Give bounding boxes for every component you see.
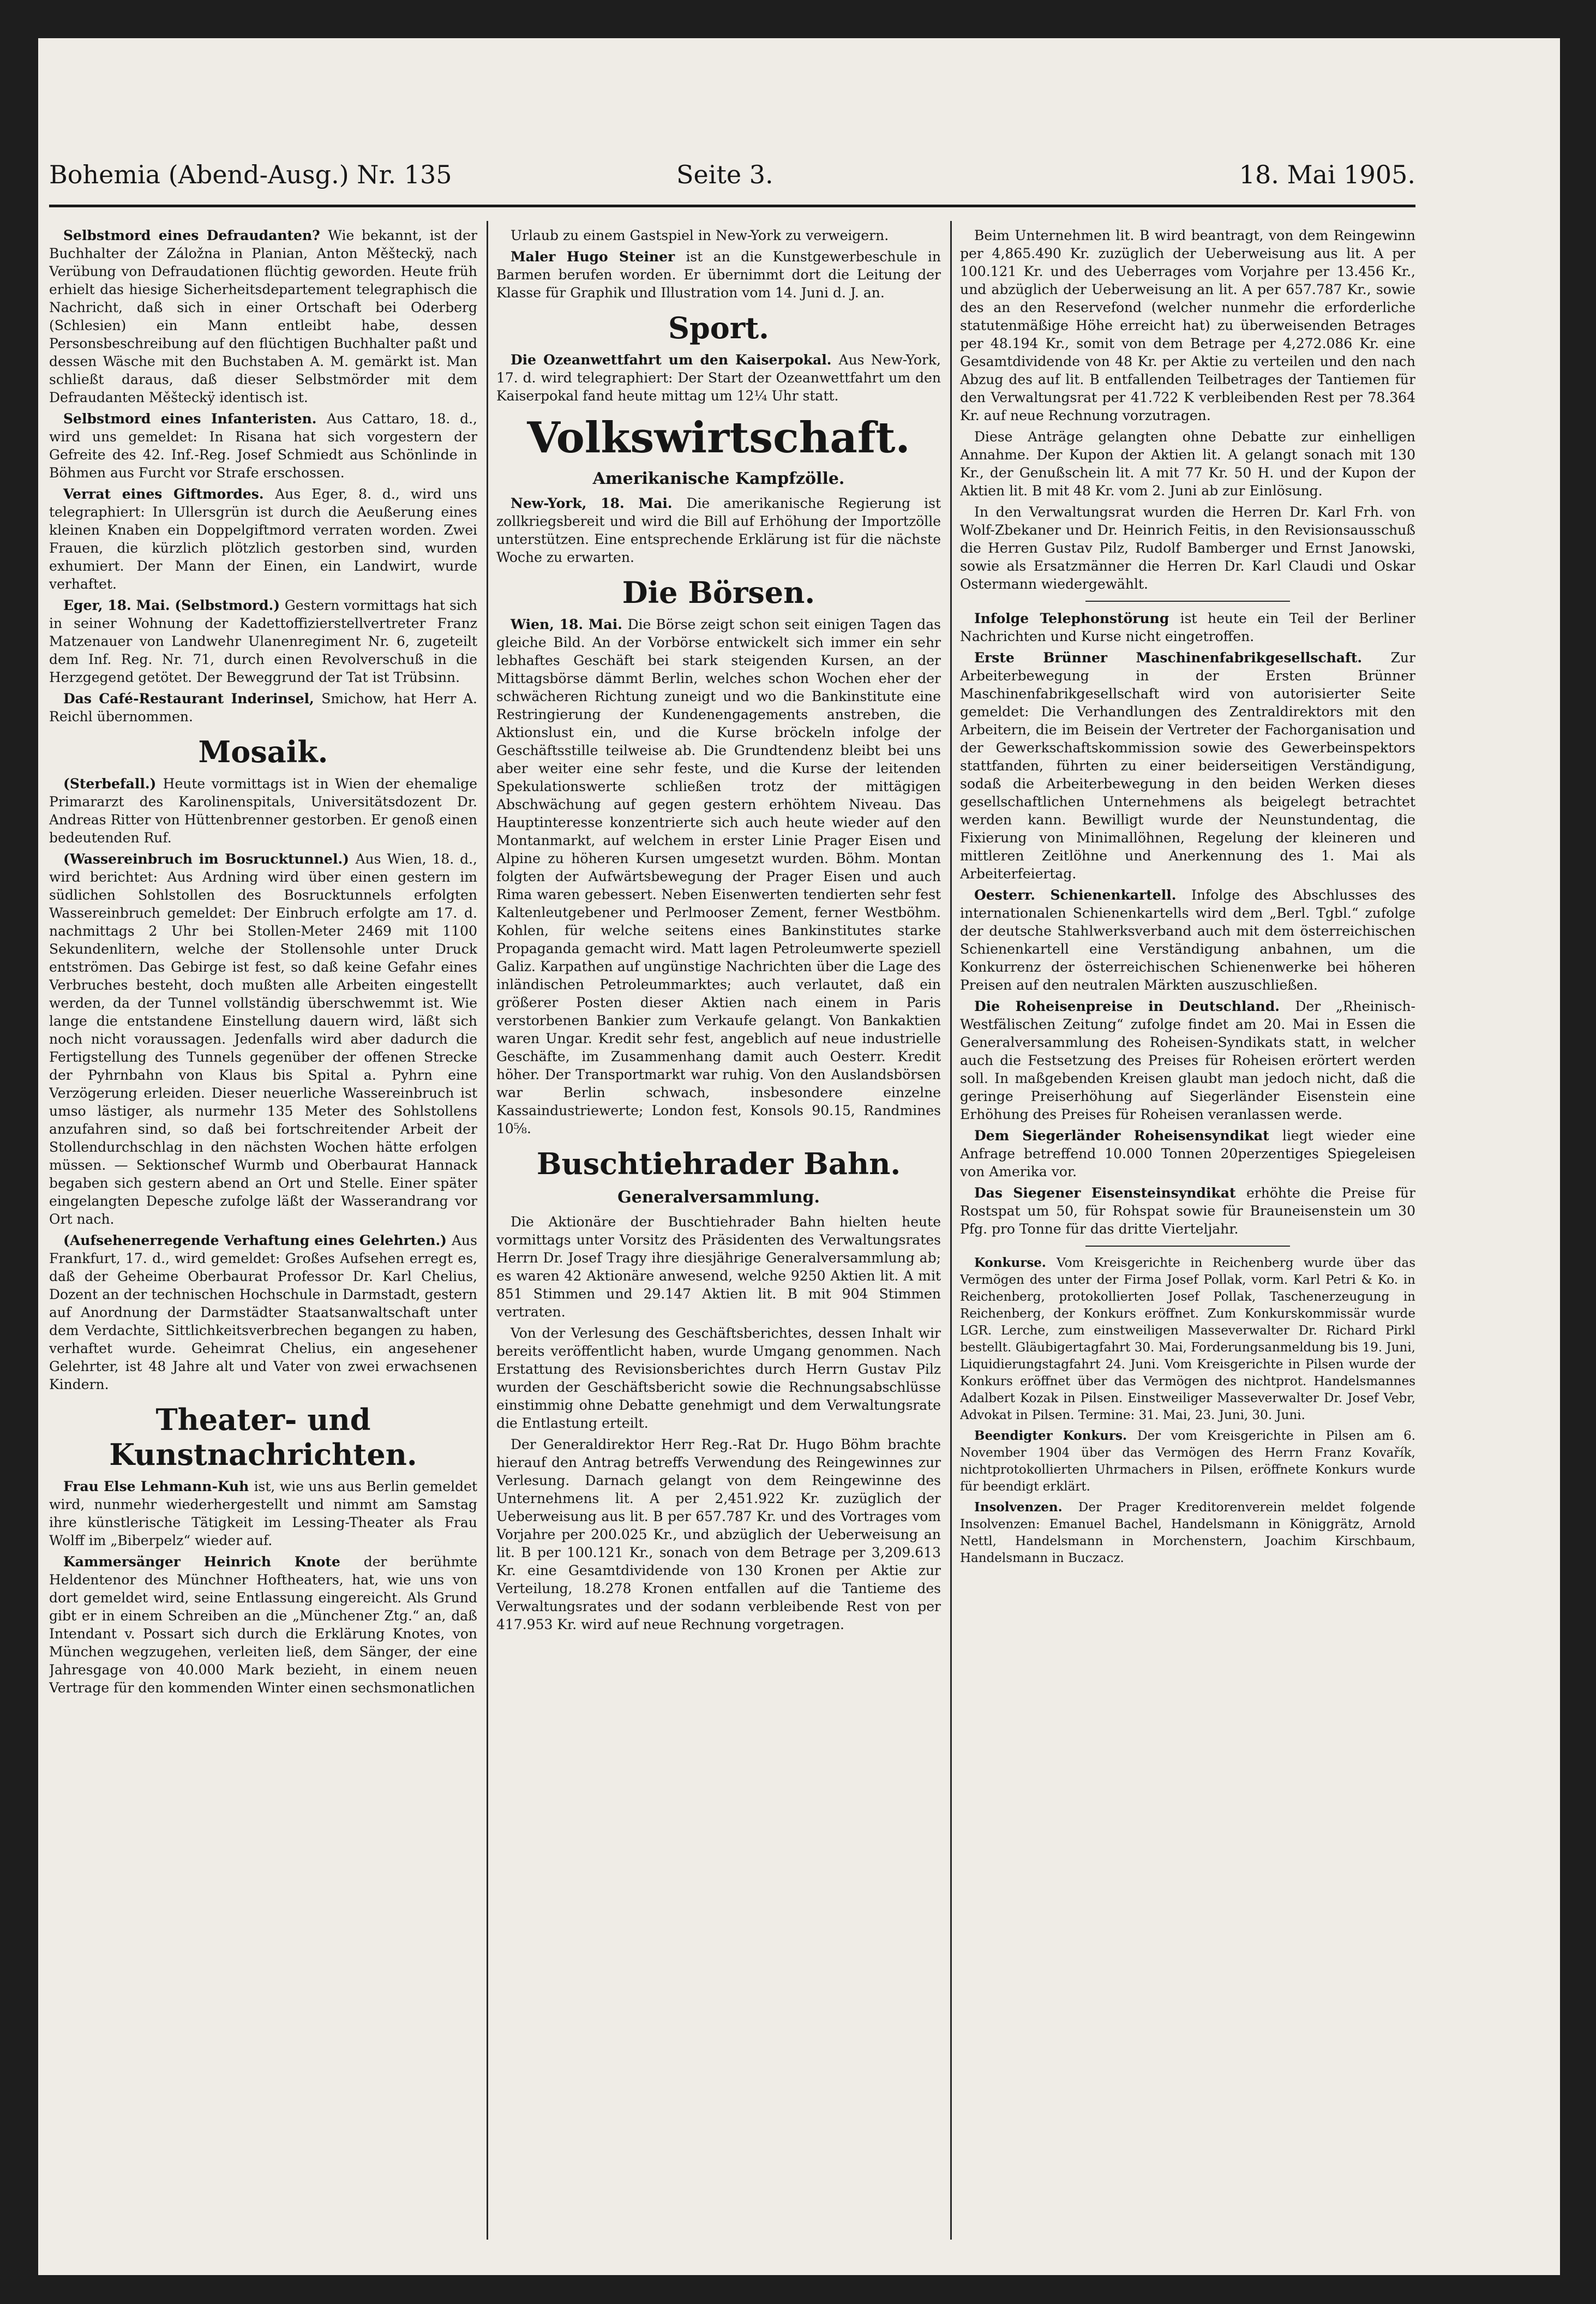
article-paragraph (960, 886, 1415, 994)
article-headline: Kammersänger Heinrich Knote (63, 1554, 364, 1570)
article-text: Aus Eger, 8. d., wird uns telegraphiert: In Ullersgrün ist durch die Aeußerung eines kleinen Knaben ein Doppelgiftmord verraten worden. Zwei Frauen, die kürzlich plötzlich gestorben sind, wurden exhumiert. Der Mann der Einen, ein Landwirt, wurde verhaftet. (49, 486, 477, 592)
article-headline: Selbstmord eines Defraudanten? (63, 228, 328, 243)
article-headline: Selbstmord eines Infanteristen. (63, 411, 327, 427)
masthead-title: Bohemia (Abend-Ausg.) Nr. 135 (49, 160, 452, 189)
article-paragraph (496, 248, 941, 302)
article-headline: Erste Brünner Maschinenfabrikgesellschaft. (974, 650, 1391, 666)
article-headline: Oesterr. Schienenkartell. (974, 887, 1191, 903)
article-headline: Dem Siegerländer Roheisensyndikat (974, 1128, 1282, 1144)
article-text: Von der Verlesung des Geschäftsberichtes, dessen Inhalt wir bereits veröffentlicht haben, wurde Umgang genommen. Nach Erstattung des Revisionsberichtes durch Herrn Gustav Pilz wurden der Geschäftsbericht sowie die Rechnungsabschlüsse einstimmig ohne Debatte genehmigt und dem Verwaltungsrate die Entlastung erteilt. (496, 1325, 941, 1431)
article-paragraph (960, 997, 1415, 1123)
article-paragraph (960, 226, 1415, 424)
section-heading: Volkswirtschaft. (527, 413, 910, 463)
article-text: Wie bekannt, ist der Buchhalter der Záložna in Planian, Anton Měšteckÿ, nach Verübung von Defraudationen flüchtig geworden. Heute früh erhielt das hiesige Sicherheitsdepartement telegraphisch die Nachricht, daß sich in einer Ortschaft bei Oderberg (Schlesien) ein Mann entleibt habe, dessen Personsbeschreibung auf den flüchtigen Buchhalter paßt und dessen Wäsche mit den Buchstaben A. M. gemärkt ist. Man schließt daraus, daß dieser Selbstmörder mit dem Defraudanten Měšteckÿ identisch ist. (49, 228, 477, 405)
article-headline: Beendigter Konkurs. (974, 1428, 1138, 1443)
column-3 (960, 226, 1415, 2234)
article-text: In den Verwaltungsrat wurden die Herren Dr. Karl Frh. von Wolf-Zbekaner und Dr. Heinrich Feitis, in den Revisionsausschuß die Herren Gustav Pilz, Rudolf Bamberger und Ernst Janowski, sowie als Ersatzmänner die Herren Dr. Karl Claudi und Oskar Ostermann wiedergewählt. (960, 504, 1415, 592)
article-paragraph (49, 226, 477, 406)
column-2 (496, 226, 941, 2234)
article-text: Aus New-York, 17. d. wird telegraphiert: Der Start der Ozeanwettfahrt um den Kaiserpokal fand heute mittag um 12¼ Uhr statt. (496, 352, 941, 404)
article-text: Gestern vormittags hat sich in seiner Wohnung der Kadettoffizierstellvertreter Franz Matzenauer von Landwehr Ulanenregiment Nr. 6, zugeteilt dem Inf. Reg. Nr. 71, durch einen Revolverschuß in die Herzgegend getötet. Der Beweggrund der Tat ist Trübsinn. (49, 597, 477, 685)
article-text: Der vom Kreisgerichte in Pilsen am 6. November 1904 über das Vermögen des Herrn Franz Kovařík, nichtprotokollierten Uhrmachers in Pilsen, eröffnete Konkurs wurde für beendigt erklärt. (960, 1429, 1415, 1494)
article-headline: Wien, 18. Mai. (511, 617, 628, 632)
article-text: ist an die Kunstgewerbeschule in Barmen berufen worden. Er übernimmt dort die Leitung der Klasse für Graphik und Illustration vom 14. Juni d. J. an. (496, 249, 941, 301)
article-text: Der Generaldirektor Herr Reg.-Rat Dr. Hugo Böhm brachte hierauf den Antrag betreffs Verwendung des Reingewinnes zur Verlesung. Darnach gelangt von dem Reingewinne des Unternehmens lit. A per 2,451.922 Kr. zuzüglich der Ueberweisung aus lit. B per 657.787 Kr. und des Vortrages vom Vorjahre per 200.025 Kr., und abzüglich der Ueberweisung an lit. B per 100.121 Kr., sonach von dem Betrage per 3,209.613 Kr. eine Gesamtdividende von 130 Kronen per Aktie zur Verteilung, 18.278 Kronen entfallen auf die Tantieme des Verwaltungsrates und der sodann verbleibende Rest von per 417.953 Kr. wird auf neue Rechnung vorgetragen. (496, 1437, 941, 1632)
article-text: ist, wie uns aus Berlin gemeldet wird, nunmehr wiederhergestellt und nimmt am Samstag ihre künstlerische Tätigkeit im Lessing-Theater als Frau Wolff im „Biberpelz“ wieder auf. (49, 1479, 477, 1548)
article-text: Aus Wien, 18. d., wird berichtet: Aus Ardning wird über einen gestern im südlichen Sohlstollen des Bosrucktunnels erfolgten Wassereinbruch gemeldet: Der Einbruch erfolgte am 17. d. nachmittags 2 Uhr bei Stollen-Meter 2469 mit 1100 Sekundenlitern, welche der Stollensohle unter Druck entströmen. Das Gebirge ist fest, so daß keine Gefahr eines Verbruches besteht, doch mußten alle Arbeiten eingestellt werden, da der Tunnel vollständig überschwemmt ist. Wie lange die entstandene Einstellung dauern wird, läßt sich noch nicht voraussagen. Jedenfalls wird aber dadurch die Fertigstellung des Tunnels gegenüber der offenen Strecke der Pyhrnbahn von Klaus bis Spital a. Pyhrn eine Verzögerung erleiden. Dieser neuerliche Wassereinbruch ist umso lästiger, als nurmehr 135 Meter des Sohlstollens anzufahren sind, so daß bei fortschreitender Arbeit der Stollendurchschlag in den nächsten Wochen hätte erfolgen müssen. — Sektionschef Wurmb und Oberbaurat Hannack begaben sich gestern abend an Ort und Stelle. Einer später eingelangten Depesche zufolge läßt der Wasserandrang vor Ort nach. (49, 851, 477, 1227)
article-text: Der Prager Kreditorenverein meldet folgende Insolvenzen: Emanuel Bachel, Handelsmann in Königgrätz, Arnold Nettl, Handelsmann in Morchenstern, Joachim Kirschbaum, Handelsmann in Buczacz. (960, 1500, 1415, 1565)
article-subheading: Amerikanische Kampfzölle. (592, 469, 845, 488)
masthead-rule (49, 205, 1415, 207)
article-paragraph (49, 1477, 477, 1549)
article-paragraph (960, 1184, 1415, 1238)
article-text: Diese Anträge gelangten ohne Debatte zur einhelligen Annahme. Der Kupon der Aktien lit. A gelangt sonach mit 130 Kr., der Genußschein lit. A mit 77 Kr. 50 H. und der Kupon der Aktien lit. B mit 48 Kr. vom 2. Juni ab zur Einlösung. (960, 429, 1415, 499)
article-paragraph (49, 1553, 477, 1697)
article-paragraph (496, 226, 941, 244)
article-text: Urlaub zu einem Gastspiel in New-York zu verweigern. (511, 228, 889, 243)
article-headline: Konkurse. (974, 1255, 1057, 1270)
article-headline: Die Roheisenpreise in Deutschland. (974, 998, 1295, 1014)
section-heading: Die Börsen. (622, 575, 815, 610)
article-headline: Das Siegener Eisensteinsyndikat (974, 1185, 1246, 1201)
article-paragraph (49, 690, 477, 726)
article-text: der berühmte Heldentenor des Münchner Hoftheaters, hat, wie uns von dort gemeldet wird, seine Entlassung eingereicht. Als Grund gibt er in einem Schreiben an die „Münchener Ztg.“ an, daß Intendant v. Possart sich durch die Erklärung Knotes, von München wegzugehen, verleiten ließ, dem Sänger, der eine Jahresgage von 40.000 Mark bezieht, in einem neuen Vertrage für den kommenden Winter einen sechsmonatlichen (49, 1554, 477, 1696)
article-headline: Frau Else Lehmann-Kuh (63, 1479, 254, 1494)
article-text: Die Aktionäre der Buschtiehrader Bahn hielten heute vormittags unter Vorsitz des Präsidenten des Verwaltungsrates Herrn Dr. Josef Tragy ihre diesjährige Generalversammlung ab; es waren 42 Aktionäre anwesend, welche 9250 Aktien lit. A mit 851 Stimmen und 29.147 Aktien lit. B mit 904 Stimmen vertraten. (496, 1214, 941, 1320)
article-paragraph (49, 775, 477, 847)
article-text: Beim Unternehmen lit. B wird beantragt, von dem Reingewinn per 4,865.490 Kr. zuzüglich der Ueberweisung aus lit. A per 100.121 Kr. und des Ueberrages vom Vorjahre per 13.456 Kr., und abzüglich der Ueberweisung an lit. A per 657.787 Kr., sowie des an den Reservefond (welcher nunmehr die erforderliche statutenmäßige Höhe erreicht hat) zu überweisenden Betrages per 48.194 Kr., somit von dem Betrage per 4,272.086 Kr. eine Gesamtdividende von 48 Kr. per Aktie zu verteilen und den nach Abzug des auf lit. B entfallenden Teilbetrages der Tantiemen für den Verwaltungsrat per 41.722 K verbleibenden Rest per 78.364 Kr. auf neue Rechnung vorzutragen. (960, 228, 1415, 423)
article-headline: Eger, 18. Mai. (Selbstmord.) (63, 597, 285, 613)
article-paragraph (496, 615, 941, 1138)
page-number: Seite 3. (676, 160, 773, 189)
column-1 (49, 226, 477, 2234)
article-paragraph (960, 1427, 1415, 1495)
article-paragraph (960, 1254, 1415, 1424)
article-text: Der „Rheinisch-Westfälischen Zeitung“ zufolge findet am 20. Mai in Essen die Generalversammlung des Roheisen-Syndikats statt, in welcher auch die Festsetzung des Preises für Roheisen erörtert werden soll. In maßgebenden Kreisen glaubt man jedoch nicht, daß die geringe Preiserhöhung auf Siegerländer Eisenstein eine Erhöhung des Preises für Roheisen veranlassen werde. (960, 998, 1415, 1122)
article-headline: New-York, 18. Mai. (511, 495, 687, 511)
section-rule (1085, 1246, 1291, 1247)
article-text: Infolge des Abschlusses des internationalen Schienenkartells wird dem „Berl. Tgbl.“ zufolge der deutsche Stahlwerksverband auch mit dem österreichischen Schienenkartell eine Verständigung anbahnen, um die Konkurrenz der österreichischen Schienenwerke bei höheren Preisen auf den neutralen Märkten auszuschließen. (960, 887, 1415, 993)
article-paragraph (496, 1435, 941, 1633)
article-paragraph (960, 503, 1415, 593)
article-headline: Verrat eines Giftmordes. (63, 486, 275, 502)
article-subheading: Generalversammlung. (617, 1188, 820, 1207)
issue-date: 18. Mai 1905. (1239, 160, 1415, 189)
article-text: Die amerikanische Regierung ist zollkriegsbereit und wird die Bill auf Erhöhung der Importzölle unterstützen. Eine entsprechende Erklärung ist für die nächste Woche zu erwarten. (496, 495, 941, 565)
article-paragraph (960, 649, 1415, 883)
article-text: liegt wieder eine Anfrage betreffend 10.000 Tonnen 20perzentiges Spiegeleisen von Amerika vor. (960, 1128, 1415, 1180)
newspaper-page (38, 38, 1560, 2275)
article-paragraph (960, 1127, 1415, 1181)
article-paragraph (496, 1213, 941, 1321)
article-headline: (Sterbefall.) (63, 776, 163, 792)
article-paragraph (496, 1324, 941, 1432)
article-text: Heute vormittags ist in Wien der ehemalige Primararzt des Karolinenspitals, Universitätsdozent Dr. Andreas Ritter von Hüttenbrenner gestorben. Er genoß einen bedeutenden Ruf. (49, 776, 477, 846)
article-text: Die Börse zeigt schon seit einigen Tagen das gleiche Bild. An der Vorbörse entwickelt sich immer ein sehr lebhaftes Geschäft bei stark steigenden Kursen, an der Mittagsbörse dämmt Berlin, welches schon Wochen eher der schwächeren Richtung zuneigt und wo die Bankinstitute eine Restringierung der Kundenengagements anstreben, die Aktionslust ein, und die Kurse bröckeln infolge der Geschäftsstille teilweise ab. Die Grundtendenz bleibt bei uns aber weiter eine sehr feste, und die Kurse der leitenden Spekulationswerte schließen trotz der mittägigen Abschwächung auf gegen gestern erhöhtem Niveau. Das Hauptinteresse konzentrierte sich auch heute wieder auf den Montanmarkt, auf welchem in erster Linie Prager Eisen und Alpine zu höheren Kursen umgesetzt wurden. Böhm. Montan folgten der Aufwärtsbewegung der Prager Eisen und auch Rima waren gebessert. Neben Eisenwerten tendierten sehr fest Kaltenleutgebener und Perlmooser Zement, ferner Westböhm. Kohlen, für welche seitens eines Bankinstitutes starke Propaganda gemacht wird. Matt lagen Petroleumwerte speziell Galiz. Karpathen auf ungünstige Nachrichten über die Lage des inländischen Petroleummarktes; auch verlautet, daß ein größerer Posten dieser Aktien nach einem in Paris verstorbenen Bankier zum Verkaufe gelangt. Von Bankaktien waren Ungar. Kredit sehr fest, angeblich auf neue industrielle Geschäfte, im Zusammenhang damit auch Oesterr. Kredit höher. Der Transportmarkt war ruhig. Von den Auslandsbörsen war Berlin schwach, insbesondere einzelne Kassaindustriewerte; London fest, Konsols 90.15, Randmines 10⅝. (496, 617, 941, 1136)
article-headline: Das Café-Restaurant Inderinsel, (63, 691, 322, 707)
article-paragraph (49, 485, 477, 593)
column-divider (950, 221, 952, 2240)
article-headline: (Aufsehenerregende Verhaftung eines Gelehrten.) (63, 1232, 452, 1248)
section-heading: Theater- und Kunstnachrichten. (109, 1402, 417, 1472)
article-paragraph (496, 351, 941, 405)
article-text: Vom Kreisgerichte in Reichenberg wurde über das Vermögen des unter der Firma Josef Pollak, vorm. Karl Petri & Ko. in Reichenberg, protokollierten Josef Pollak, Taschenerzeugung in Reichenberg, der Konkurs eröffnet. Zum Konkurskommissär wurde LGR. Lerche, zum einstweiligen Masseverwalter Dr. Richard Pirkl bestellt. Gläubigertagfahrt 30. Mai, Forderungsanmeldung bis 19. Juni, Liquidierungstagfahrt 24. Juni. Vom Kreisgerichte in Pilsen wurde der Konkurs eröffnet über das Vermögen des nichtprot. Handelsmannes Adalbert Kozak in Pilsen. Einstweiliger Masseverwalter Dr. Josef Vebr, Advokat in Pilsen. Termine: 31. Mai, 23. Juni, 30. Juni. (960, 1256, 1415, 1422)
article-headline: (Wassereinbruch im Bosrucktunnel.) (63, 851, 356, 867)
article-paragraph (49, 1231, 477, 1393)
column-divider (487, 221, 488, 2240)
article-text: Smichow, hat Herr A. Reichl übernommen. (49, 691, 477, 725)
article-paragraph (496, 494, 941, 566)
article-headline: Infolge Telephonstörung (974, 611, 1180, 626)
article-paragraph (49, 596, 477, 686)
article-paragraph (960, 609, 1415, 645)
article-paragraph (49, 410, 477, 482)
article-headline: Die Ozeanwettfahrt um den Kaiserpokal. (511, 352, 839, 368)
article-paragraph (49, 850, 477, 1228)
section-heading: Buschtiehrader Bahn. (536, 1146, 901, 1181)
article-text: Zur Arbeiterbewegung in der Ersten Brünner Maschinenfabrikgesellschaft wird von autorisierter Seite gemeldet: Die Verhandlungen des Zentraldirektors mit den Arbeitern, die im Beisein der Vertreter der Fachorganisation und der Gewerkschaftskommission sowie des Gewerbeinspektors stattfanden, führten zu einer beiderseitigen Verständigung, sodaß die Arbeiterbewegung in den beiden Werken dieses gesellschaftlichen Unternehmens als beigelegt betrachtet werden kann. Bewilligt wurde der Neunstundentag, die Fixierung von Minimallöhnen, Regelung der kleineren und mittleren Zeitlöhne und Anerkennung des 1. Mai als Arbeiterfeiertag. (960, 650, 1415, 882)
section-rule (1085, 601, 1291, 602)
masthead (49, 147, 1415, 202)
section-heading: Sport. (668, 310, 769, 345)
article-text: erhöhte die Preise für Rostspat um 50, für Rohspat sowie für Brauneisenstein um 30 Pfg. pro Tonne für das dritte Vierteljahr. (960, 1185, 1415, 1237)
article-paragraph (960, 428, 1415, 500)
article-text: Aus Frankfurt, 17. d., wird gemeldet: Großes Aufsehen erregt es, daß der Geheime Oberbaurat Professor Dr. Karl Chelius, Dozent an der technischen Hochschule in Darmstadt, gestern auf Anordnung der Darmstädter Staatsanwaltschaft unter dem Verdachte, Sittlichkeitsverbrechen begangen zu haben, verhaftet wurde. Geheimrat Chelius, ein angesehener Gelehrter, ist 48 Jahre alt und Vater von zwei erwachsenen Kindern. (49, 1232, 477, 1392)
article-text: Aus Cattaro, 18. d., wird uns gemeldet: In Risana hat sich vorgestern der Gefreite des 42. Inf.-Reg. Josef Schmiedt aus Schönlinde in Böhmen aus Furcht vor Strafe erschossen. (49, 411, 477, 481)
article-headline: Maler Hugo Steiner (511, 249, 686, 265)
article-headline: Insolvenzen. (974, 1500, 1078, 1515)
section-heading: Mosaik. (198, 734, 328, 769)
article-text: ist heute ein Teil der Berliner Nachrichten und Kurse nicht eingetroffen. (960, 611, 1415, 644)
article-paragraph (960, 1499, 1415, 1567)
